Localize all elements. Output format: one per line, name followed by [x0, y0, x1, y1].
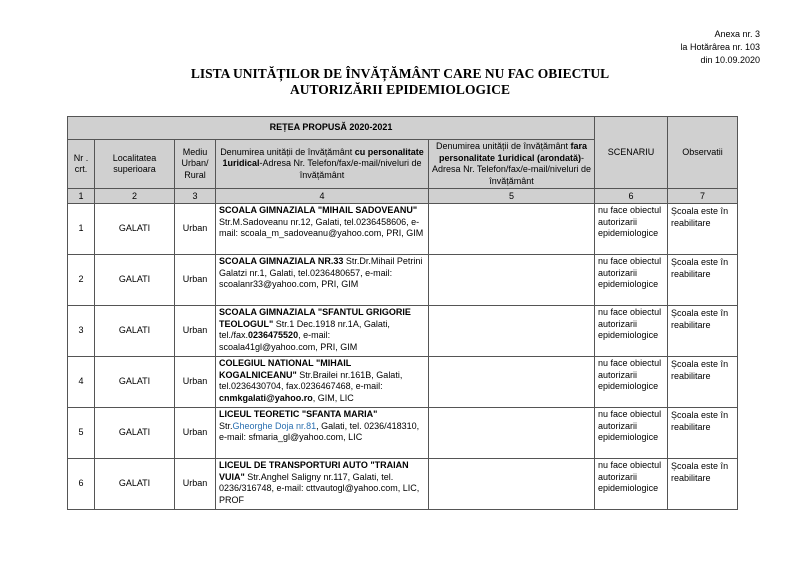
row-school	[216, 306, 429, 357]
annex-reference	[680, 28, 760, 67]
row-scenariu: nu face obiectul autorizarii epidemiologice	[595, 357, 668, 408]
row-school	[216, 204, 429, 255]
column-number: 5	[429, 189, 595, 204]
row-fara-pj	[429, 204, 595, 255]
schools-table	[67, 116, 738, 510]
row-localitate: GALATI	[95, 357, 175, 408]
school-address-post: , e-mail: scoala41gl@yahoo.com, PRI, GIM	[219, 330, 358, 352]
row-scenariu: nu face obiectul autorizarii epidemiologice	[595, 204, 668, 255]
column-number: 6	[595, 189, 668, 204]
column-number: 1	[68, 189, 95, 204]
school-name: COLEGIUL NATIONAL "MIHAIL KOGALNICEANU"	[219, 358, 352, 380]
row-scenariu: nu face obiectul autorizarii epidemiologice	[595, 255, 668, 306]
school-address-post: , GIM, LIC	[312, 392, 354, 403]
row-school	[216, 357, 429, 408]
row-mediu: Urban	[175, 255, 216, 306]
column-number: 3	[175, 189, 216, 204]
row-localitate: GALATI	[95, 459, 175, 510]
header-localitate: Localitatea superioara	[95, 140, 175, 189]
row-localitate: GALATI	[95, 306, 175, 357]
annex-date: din 10.09.2020	[700, 55, 760, 65]
row-mediu: Urban	[175, 459, 216, 510]
table-row	[68, 255, 738, 306]
school-name: LICEUL DE TRANSPORTURI AUTO "TRAIAN VUIA"	[219, 460, 409, 482]
row-fara-pj	[429, 459, 595, 510]
row-number: 2	[68, 255, 95, 306]
row-localitate: GALATI	[95, 255, 175, 306]
row-school	[216, 255, 429, 306]
school-phone: 0236475520	[248, 330, 299, 340]
school-address-post: , Galati, tel. 0236/418310, e-mail: sfmaria_gl@yahoo.com, LIC	[219, 420, 420, 442]
school-email: cnmkgalati@yahoo.ro	[219, 392, 313, 403]
column-number: 4	[216, 189, 429, 204]
network-header: REȚEA PROPUSĂ 2020-2021	[68, 117, 595, 140]
title-line-2: AUTORIZĂRII EPIDEMIOLOGICE	[290, 82, 510, 97]
row-observatii: Școala este în reabilitare	[668, 357, 738, 408]
school-address: Str.Anghel Saligny nr.117, Galati, tel. 0236/316748, e-mail: cttvautogl@yahoo.com, LIC, PROF	[219, 471, 420, 505]
column-numbers-row	[68, 189, 738, 204]
row-observatii: Școala este în reabilitare	[668, 459, 738, 510]
row-observatii: Școala este în reabilitare	[668, 408, 738, 459]
row-number: 3	[68, 306, 95, 357]
table-row	[68, 408, 738, 459]
row-number: 6	[68, 459, 95, 510]
row-number: 1	[68, 204, 95, 255]
row-mediu: Urban	[175, 204, 216, 255]
header-cu-pre: Denumirea unității de învățământ	[220, 146, 355, 157]
annex-decision: la Hotărârea nr. 103	[680, 42, 760, 52]
document-title	[0, 66, 800, 98]
header-cu-personalitate	[216, 140, 429, 189]
row-observatii: Școala este în reabilitare	[668, 204, 738, 255]
table-row	[68, 459, 738, 510]
header-nr: Nr . crt.	[68, 140, 95, 189]
table-row	[68, 204, 738, 255]
header-fara-bold: fara personalitate 1uridical (arondată)	[438, 141, 588, 163]
school-address-pre: Str.1 Dec.1918 nr.1A, Galati, tel./fax.	[219, 318, 390, 340]
column-number: 7	[668, 189, 738, 204]
row-localitate: GALATI	[95, 408, 175, 459]
table-row	[68, 357, 738, 408]
row-observatii: Școala este în reabilitare	[668, 306, 738, 357]
row-number: 4	[68, 357, 95, 408]
row-localitate: GALATI	[95, 204, 175, 255]
school-name: SCOALA GIMNAZIALA NR.33	[219, 256, 344, 266]
row-number: 5	[68, 408, 95, 459]
table-row	[68, 306, 738, 357]
school-address-pre: Str.Brailei nr.161B, Galati, tel.0236430704, fax.0236467468, e-mail:	[219, 369, 403, 391]
row-school	[216, 459, 429, 510]
row-mediu: Urban	[175, 306, 216, 357]
row-mediu: Urban	[175, 408, 216, 459]
school-address-pre: Str.	[219, 420, 233, 431]
row-fara-pj	[429, 306, 595, 357]
column-number: 2	[95, 189, 175, 204]
school-name: SCOALA GIMNAZIALA "MIHAIL SADOVEANU"	[219, 205, 418, 215]
school-address: Str.Dr.Mihail Petrini Galatzi nr.1, Galati, tel.0236480657, e-mail: scoalanr33@yahoo.com, PRI, GIM	[219, 256, 423, 289]
annex-number: Anexa nr. 3	[714, 29, 760, 39]
street-link[interactable]: Gheorghe Doja nr.81	[232, 420, 317, 431]
row-observatii: Școala este în reabilitare	[668, 255, 738, 306]
row-scenariu: nu face obiectul autorizarii epidemiologice	[595, 306, 668, 357]
row-school	[216, 408, 429, 459]
header-cu-post: -Adresa Nr. Telefon/fax/e-mail/niveluri de învățământ	[259, 158, 422, 180]
header-scenariu: SCENARIU	[595, 117, 668, 189]
school-name: LICEUL TEORETIC "SFANTA MARIA"	[219, 409, 378, 419]
header-fara-pre: Denumirea unității de învățământ	[435, 141, 571, 151]
title-line-1: LISTA UNITĂȚILOR DE ÎNVĂȚĂMÂNT CARE NU FAC OBIECTUL	[190, 66, 610, 81]
row-scenariu: nu face obiectul autorizarii epidemiologice	[595, 459, 668, 510]
row-scenariu: nu face obiectul autorizarii epidemiologice	[595, 408, 668, 459]
header-mediu: Mediu Urban/ Rural	[175, 140, 216, 189]
header-fara-post: -Adresa Nr. Telefon/fax/e-mail/niveluri de învățământ	[432, 152, 591, 186]
row-mediu: Urban	[175, 357, 216, 408]
header-fara-personalitate	[429, 140, 595, 189]
school-address: Str.M.Sadoveanu nr.12, Galati, tel.0236458606, e-mail: scoala_m_sadoveanu@yahoo.com, PRI, GIM	[219, 216, 424, 238]
header-observatii: Observatii	[668, 117, 738, 189]
row-fara-pj	[429, 255, 595, 306]
school-name: SCOALA GIMNAZIALA "SFANTUL GRIGORIE TEOLOGUL"	[219, 307, 411, 329]
header-cu-bold: cu personalitate 1uridical	[222, 146, 424, 169]
row-fara-pj	[429, 408, 595, 459]
row-fara-pj	[429, 357, 595, 408]
